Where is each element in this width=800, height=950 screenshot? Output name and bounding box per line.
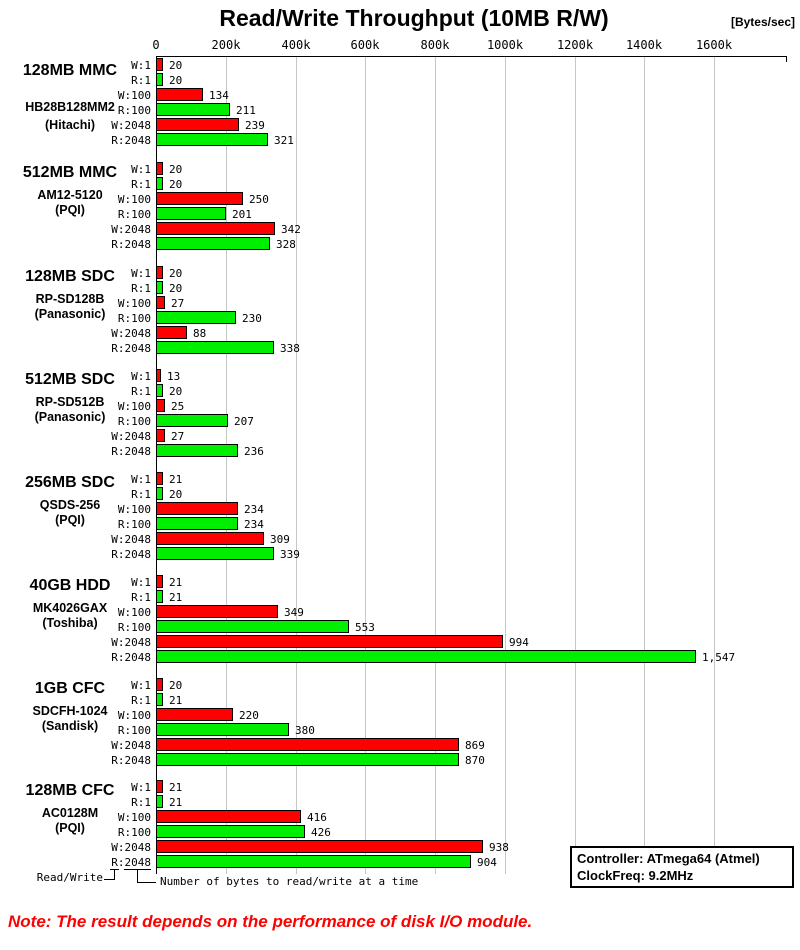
write-bar xyxy=(156,162,163,175)
device-model: AC0128M xyxy=(41,806,99,820)
read-bar xyxy=(156,207,226,220)
bar-value-label: 321 xyxy=(274,134,294,147)
read-bar xyxy=(156,341,274,354)
write-bar xyxy=(156,296,165,309)
device-name: 128MB SDC xyxy=(25,268,115,285)
read-bar xyxy=(156,795,163,808)
bar-row-label: W:100 xyxy=(117,400,151,413)
bar-row-label: W:2048 xyxy=(111,636,151,649)
bar-row-label: W:1 xyxy=(131,781,151,794)
device-vendor: (Hitachi) xyxy=(45,118,95,132)
bar-row-label: R:2048 xyxy=(111,856,151,869)
bar-value-label: 338 xyxy=(280,342,300,355)
bar-row-label: R:1 xyxy=(131,74,151,87)
bar-row-label: W:1 xyxy=(131,59,151,72)
bar-row-label: W:1 xyxy=(131,576,151,589)
read-bar xyxy=(156,103,230,116)
bar-value-label: 20 xyxy=(169,267,183,280)
device-name: 256MB SDC xyxy=(25,474,115,491)
bar-value-label: 426 xyxy=(311,826,331,839)
bar-value-label: 994 xyxy=(509,636,529,649)
bar-row-label: R:1 xyxy=(131,488,151,501)
bar-value-label: 239 xyxy=(245,119,265,132)
bar-row-label: W:100 xyxy=(117,297,151,310)
bar-value-label: 938 xyxy=(489,841,509,854)
write-bar xyxy=(156,678,163,691)
bar-value-label: 309 xyxy=(270,533,290,546)
read-bar xyxy=(156,650,696,663)
write-bar xyxy=(156,810,301,823)
write-bar xyxy=(156,635,503,648)
axis-unit-label: [Bytes/sec] xyxy=(730,15,795,29)
read-bar xyxy=(156,311,236,324)
bar-row-label: R:2048 xyxy=(111,238,151,251)
bar-value-label: 904 xyxy=(477,856,497,869)
bar-row-label: W:100 xyxy=(117,606,151,619)
bar-value-label: 13 xyxy=(167,370,181,383)
legend-connector-bytes xyxy=(137,870,156,883)
bar-value-label: 342 xyxy=(281,223,301,236)
bar-row-label: W:1 xyxy=(131,370,151,383)
bar-row-label: W:2048 xyxy=(111,841,151,854)
bar-row-label: R:1 xyxy=(131,282,151,295)
gridline xyxy=(714,57,715,874)
bar-value-label: 328 xyxy=(276,238,296,251)
bar-value-label: 21 xyxy=(169,473,183,486)
read-bar xyxy=(156,517,238,530)
x-axis-tick-label: 400k xyxy=(281,38,311,52)
write-bar xyxy=(156,429,165,442)
bar-value-label: 27 xyxy=(171,297,185,310)
bar-row-label: R:1 xyxy=(131,385,151,398)
device-vendor: (PQI) xyxy=(55,513,85,527)
bar-row-label: W:1 xyxy=(131,267,151,280)
bar-row-label: W:1 xyxy=(131,679,151,692)
bar-row-label: R:100 xyxy=(117,208,151,221)
x-axis-tick-label: 200k xyxy=(211,38,241,52)
bar-value-label: 416 xyxy=(307,811,327,824)
device-name: 512MB SDC xyxy=(25,371,115,388)
read-bar xyxy=(156,825,305,838)
write-bar xyxy=(156,738,459,751)
device-name: 128MB CFC xyxy=(25,782,115,799)
device-vendor: (Panasonic) xyxy=(34,307,106,321)
device-name: 128MB MMC xyxy=(22,62,118,79)
bar-row-label: R:2048 xyxy=(111,754,151,767)
read-bar xyxy=(156,73,163,86)
gridline xyxy=(435,57,436,874)
x-axis-tick-label: 1200k xyxy=(556,38,594,52)
bar-value-label: 234 xyxy=(244,518,264,531)
page-title: Read/Write Throughput (10MB R/W) xyxy=(219,5,609,31)
read-bar xyxy=(156,281,163,294)
bar-value-label: 20 xyxy=(169,679,183,692)
read-bar xyxy=(156,384,163,397)
x-axis-tick-label: 1600k xyxy=(695,38,733,52)
read-bar xyxy=(156,133,268,146)
write-bar xyxy=(156,88,203,101)
x-axis-tick-label: 0 xyxy=(152,38,160,52)
controller-info-box xyxy=(570,846,794,888)
device-model: RP-SD512B xyxy=(35,395,105,409)
write-bar xyxy=(156,780,163,793)
bar-row-label: W:100 xyxy=(117,709,151,722)
device-vendor: (Toshiba) xyxy=(42,616,98,630)
footer-note: Note: The result depends on the performance of disk I/O module. xyxy=(8,912,533,931)
bar-row-label: R:100 xyxy=(117,415,151,428)
bar-row-label: R:100 xyxy=(117,826,151,839)
bar-row-label: R:1 xyxy=(131,178,151,191)
bar-row-label: W:2048 xyxy=(111,739,151,752)
device-model: AM12-5120 xyxy=(37,188,103,202)
x-axis-line xyxy=(156,56,787,57)
x-axis-tick-label: 1400k xyxy=(625,38,663,52)
bar-row-label: W:100 xyxy=(117,193,151,206)
write-bar xyxy=(156,118,239,131)
bar-value-label: 21 xyxy=(169,576,183,589)
bar-value-label: 27 xyxy=(171,430,185,443)
bar-row-label: R:100 xyxy=(117,621,151,634)
bar-row-label: W:1 xyxy=(131,163,151,176)
bar-value-label: 21 xyxy=(169,796,183,809)
gridline xyxy=(226,57,227,874)
device-vendor: (PQI) xyxy=(55,203,85,217)
bar-value-label: 20 xyxy=(169,282,183,295)
gridline xyxy=(644,57,645,874)
device-model: MK4026GAX xyxy=(32,601,108,615)
bar-row-label: W:100 xyxy=(117,811,151,824)
bar-row-label: R:2048 xyxy=(111,342,151,355)
x-axis-tick-label: 800k xyxy=(420,38,450,52)
write-bar xyxy=(156,369,161,382)
bar-value-label: 20 xyxy=(169,178,183,191)
controller-line: Controller: ATmega64 (Atmel) xyxy=(577,851,760,866)
bar-row-label: R:100 xyxy=(117,724,151,737)
bar-value-label: 134 xyxy=(209,89,229,102)
gridline xyxy=(575,57,576,874)
gridline xyxy=(505,57,506,874)
bar-value-label: 349 xyxy=(284,606,304,619)
read-bar xyxy=(156,620,349,633)
write-bar xyxy=(156,840,483,853)
device-vendor: (Sandisk) xyxy=(41,719,99,733)
x-axis-end-tick xyxy=(786,57,787,62)
read-bar xyxy=(156,237,270,250)
bar-value-label: 236 xyxy=(244,445,264,458)
bar-row-label: W:2048 xyxy=(111,430,151,443)
bar-row-label: W:2048 xyxy=(111,223,151,236)
bar-value-label: 20 xyxy=(169,385,183,398)
bar-row-label: W:2048 xyxy=(111,119,151,132)
device-model: QSDS-256 xyxy=(39,498,101,512)
bar-row-label: W:2048 xyxy=(111,533,151,546)
bar-value-label: 1,547 xyxy=(702,651,736,664)
bar-value-label: 870 xyxy=(465,754,485,767)
device-name: 1GB CFC xyxy=(34,680,106,697)
bar-row-label: R:2048 xyxy=(111,134,151,147)
bar-row-label: W:1 xyxy=(131,473,151,486)
x-axis-tick-label: 600k xyxy=(350,38,380,52)
bar-value-label: 21 xyxy=(169,781,183,794)
bar-value-label: 20 xyxy=(169,74,183,87)
write-bar xyxy=(156,575,163,588)
read-bar xyxy=(156,753,459,766)
read-bar xyxy=(156,855,471,868)
bar-value-label: 25 xyxy=(171,400,185,413)
bar-row-label: R:100 xyxy=(117,518,151,531)
bar-row-label: W:100 xyxy=(117,503,151,516)
write-bar xyxy=(156,58,163,71)
bar-value-label: 234 xyxy=(244,503,264,516)
read-bar xyxy=(156,444,238,457)
bar-value-label: 553 xyxy=(355,621,375,634)
bar-value-label: 201 xyxy=(232,208,252,221)
bar-value-label: 21 xyxy=(169,591,183,604)
write-bar xyxy=(156,605,278,618)
read-bar xyxy=(156,414,228,427)
bar-row-label: R:1 xyxy=(131,591,151,604)
read-bar xyxy=(156,693,163,706)
legend-bytes-label: Number of bytes to read/write at a time xyxy=(160,875,419,888)
bar-value-label: 20 xyxy=(169,59,183,72)
device-name: 40GB HDD xyxy=(29,577,111,594)
bar-value-label: 88 xyxy=(193,327,207,340)
x-axis-tick-label: 1000k xyxy=(486,38,524,52)
bar-value-label: 21 xyxy=(169,694,183,707)
bar-row-label: R:1 xyxy=(131,796,151,809)
gridline xyxy=(365,57,366,874)
write-bar xyxy=(156,532,264,545)
bar-row-label: W:100 xyxy=(117,89,151,102)
bar-value-label: 220 xyxy=(239,709,259,722)
device-vendor: (Panasonic) xyxy=(34,410,106,424)
bar-row-label: R:2048 xyxy=(111,445,151,458)
read-bar xyxy=(156,723,289,736)
legend-connector-readwrite xyxy=(104,870,115,880)
write-bar xyxy=(156,326,187,339)
bar-row-label: R:2048 xyxy=(111,651,151,664)
read-bar xyxy=(156,487,163,500)
device-name: 512MB MMC xyxy=(22,164,118,181)
write-bar xyxy=(156,708,233,721)
gridline xyxy=(296,57,297,874)
bar-row-label: R:2048 xyxy=(111,548,151,561)
device-vendor: (PQI) xyxy=(55,821,85,835)
write-bar xyxy=(156,222,275,235)
device-model: HB28B128MM2 xyxy=(25,100,115,114)
bar-value-label: 207 xyxy=(234,415,254,428)
write-bar xyxy=(156,266,163,279)
device-model: SDCFH-1024 xyxy=(32,704,108,718)
read-bar xyxy=(156,177,163,190)
bar-value-label: 250 xyxy=(249,193,269,206)
write-bar xyxy=(156,192,243,205)
write-bar xyxy=(156,502,238,515)
bar-value-label: 230 xyxy=(242,312,262,325)
bar-row-label: R:100 xyxy=(117,312,151,325)
read-bar xyxy=(156,590,163,603)
clockfreq-line: ClockFreq: 9.2MHz xyxy=(577,868,694,883)
read-bar xyxy=(156,547,274,560)
bar-row-label: W:2048 xyxy=(111,327,151,340)
bar-value-label: 339 xyxy=(280,548,300,561)
bar-value-label: 380 xyxy=(295,724,315,737)
write-bar xyxy=(156,472,163,485)
bar-value-label: 869 xyxy=(465,739,485,752)
legend-readwrite-label: Read/Write xyxy=(36,871,103,884)
bar-value-label: 20 xyxy=(169,163,183,176)
bar-value-label: 20 xyxy=(169,488,183,501)
device-model: RP-SD128B xyxy=(35,292,105,306)
bar-value-label: 211 xyxy=(236,104,256,117)
bar-row-label: R:1 xyxy=(131,694,151,707)
write-bar xyxy=(156,399,165,412)
bar-row-label: R:100 xyxy=(117,104,151,117)
